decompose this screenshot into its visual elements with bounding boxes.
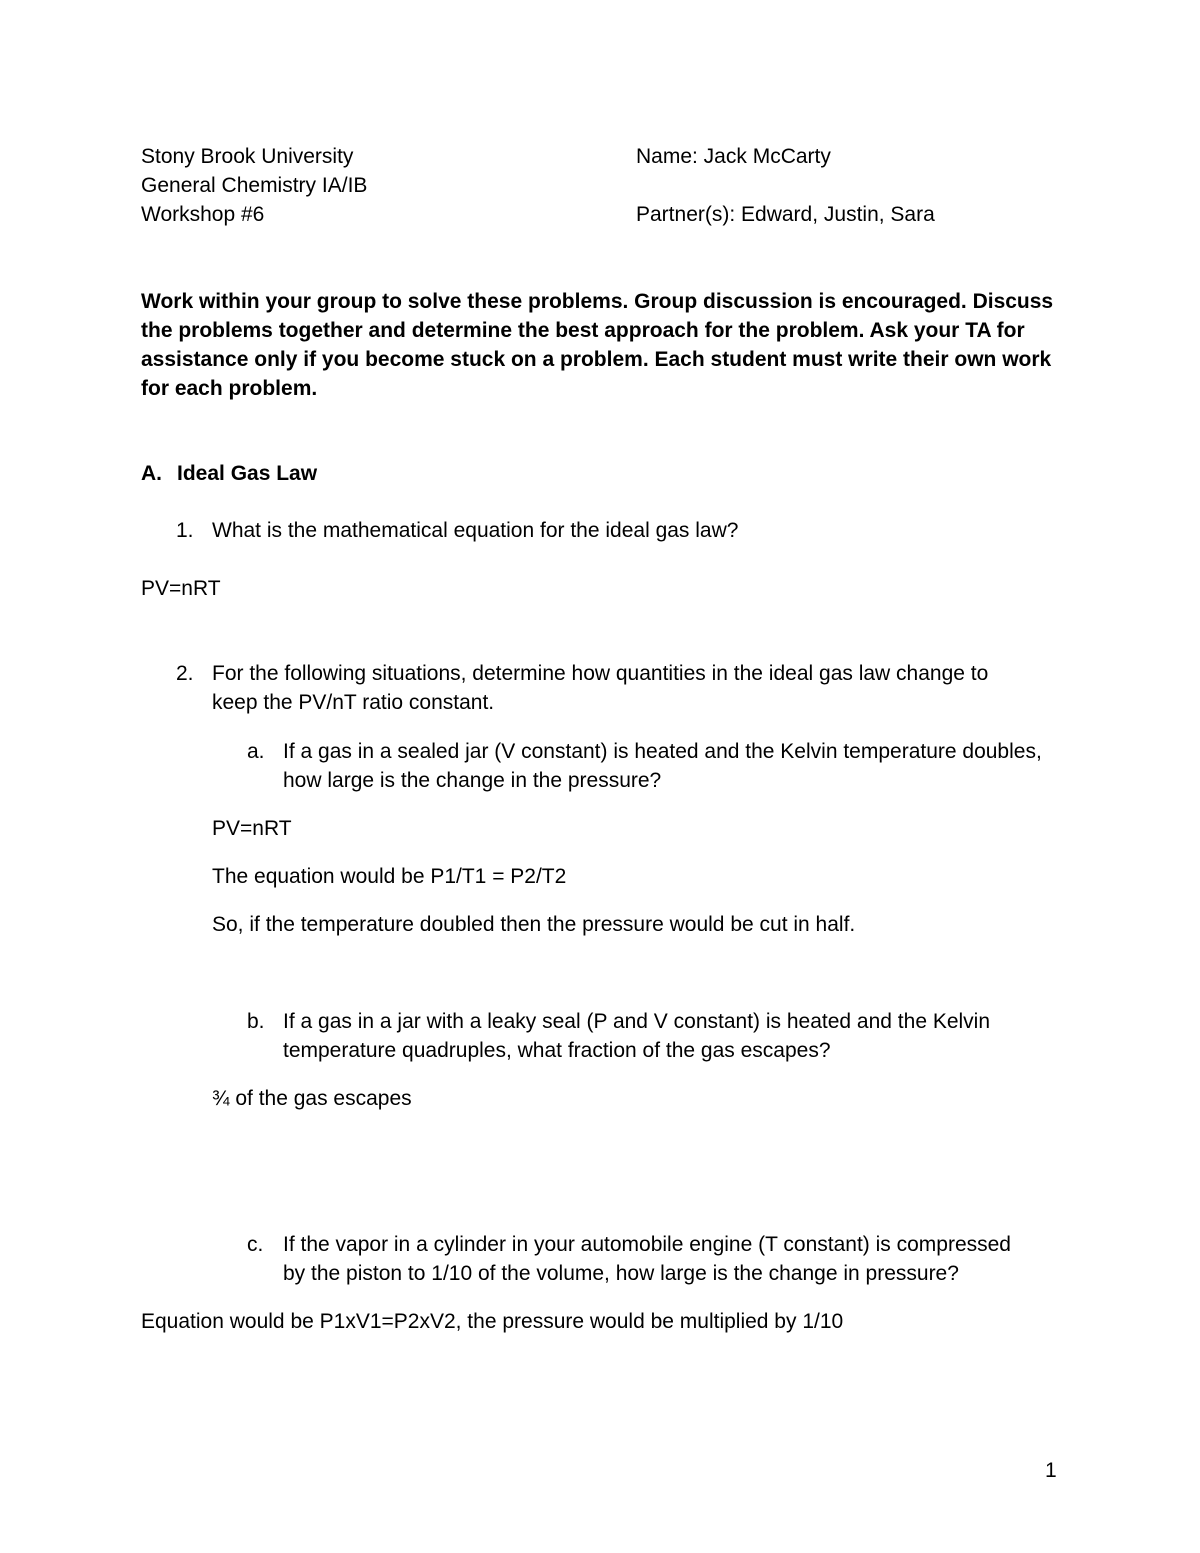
q2-number: 2. bbox=[176, 662, 194, 685]
q2-text-line2: keep the PV/nT ratio constant. bbox=[212, 691, 495, 714]
partners: Partner(s): Edward, Justin, Sara bbox=[636, 203, 935, 226]
section-a-title: Ideal Gas Law bbox=[177, 462, 318, 485]
q2b-line1: If a gas in a jar with a leaky seal (P and V constant) is heated and the Kelvin bbox=[283, 1010, 991, 1033]
university-name: Stony Brook University bbox=[141, 145, 354, 168]
q2b-marker: b. bbox=[247, 1010, 265, 1033]
instructions-paragraph: Work within your group to solve these problems. Group discussion is encouraged. Discuss the problems together and determine the best approach for the problem. Ask your TA for assistance only if you become stuck on a problem. Each student must write their own work for each problem. bbox=[141, 290, 1054, 400]
page-number: 1 bbox=[1045, 1459, 1057, 1482]
q2b-line2: temperature quadruples, what fraction of the gas escapes? bbox=[283, 1039, 831, 1062]
q2a-line2: how large is the change in the pressure? bbox=[283, 769, 662, 792]
q2b-answer: ¾ of the gas escapes bbox=[212, 1087, 412, 1110]
q2a-answer-2: The equation would be P1/T1 = P2/T2 bbox=[212, 865, 567, 888]
q2a-answer-3: So, if the temperature doubled then the pressure would be cut in half. bbox=[212, 913, 856, 936]
section-a-marker: A. bbox=[141, 462, 162, 485]
workshop-number: Workshop #6 bbox=[141, 203, 265, 226]
q1-answer: PV=nRT bbox=[141, 577, 221, 600]
q2a-answer-1: PV=nRT bbox=[212, 817, 292, 840]
student-name: Name: Jack McCarty bbox=[636, 145, 831, 168]
q2c-line1: If the vapor in a cylinder in your automobile engine (T constant) is compressed bbox=[283, 1233, 1011, 1256]
q2a-line1: If a gas in a sealed jar (V constant) is heated and the Kelvin temperature doubles, bbox=[283, 740, 1042, 763]
q2c-answer: Equation would be P1xV1=P2xV2, the pressure would be multiplied by 1/10 bbox=[141, 1310, 844, 1333]
q2a-marker: a. bbox=[247, 740, 265, 763]
q2-text-line1: For the following situations, determine how quantities in the ideal gas law change to bbox=[212, 662, 989, 685]
q2c-marker: c. bbox=[247, 1233, 264, 1256]
q2c-line2: by the piston to 1/10 of the volume, how large is the change in pressure? bbox=[283, 1262, 959, 1285]
q1-number: 1. bbox=[176, 519, 194, 542]
course-name: General Chemistry IA/IB bbox=[141, 174, 368, 197]
q1-text: What is the mathematical equation for the ideal gas law? bbox=[212, 519, 739, 542]
